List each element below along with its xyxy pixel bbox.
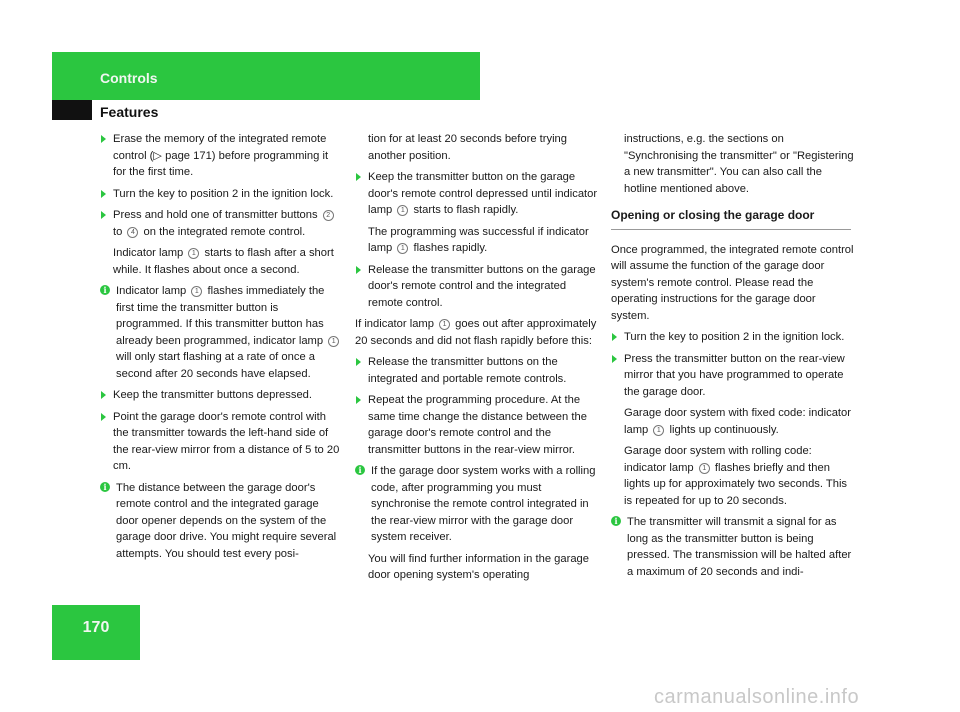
text-column-3: [611, 131, 855, 585]
paragraph: instructions, e.g. the sections on "Synchronising the transmitter" or "Registering a new transmitter". You can also call the hotline mentioned above.: [624, 133, 854, 195]
paragraph: The programming was successful if indicator lamp 1 flashes rapidly.: [368, 225, 589, 254]
bullet-item: Erase the memory of the integrated remote control (▷ page 171) before programming it for the first time.: [100, 131, 344, 181]
watermark: carmanualsonline.info: [654, 686, 860, 708]
info-note: i If the garage door system works with a rolling code, after programming you must synchronise the remote control integrated in the rear-view mirror with the garage door system receiver.: [355, 463, 599, 546]
item-number-marker: 4: [127, 227, 138, 238]
subsection-marker: [52, 100, 92, 120]
info-icon: i: [100, 285, 110, 295]
page-number: 170: [82, 619, 110, 636]
paragraph: If indicator lamp 1 goes out after approximately 20 seconds and did not flash rapidly before this:: [355, 318, 597, 347]
section-title: Controls: [100, 70, 158, 86]
bullet-item: Keep the transmitter button on the garage door's remote control depressed until indicator lamp 1 starts to flash rapidly.: [355, 169, 599, 219]
section-heading: Opening or closing the garage door: [611, 207, 851, 230]
paragraph: You will find further information in the garage door opening system's operating: [368, 552, 589, 581]
info-icon: i: [100, 482, 110, 492]
text-column-2: [355, 131, 599, 589]
item-number-marker: 1: [397, 205, 408, 216]
item-number-marker: 1: [328, 336, 339, 347]
item-number-marker: 1: [699, 463, 710, 474]
bullet-item: Turn the key to position 2 in the ignition lock.: [100, 186, 344, 203]
item-number-marker: 1: [397, 243, 408, 254]
item-number-marker: 1: [188, 248, 199, 259]
bullet-item: Repeat the programming procedure. At the same time change the distance between the garage door's remote control and the transmitter buttons in the rear-view mirror.: [355, 392, 599, 458]
info-note: i The distance between the garage door's remote control and the integrated garage door opener depends on the system of the garage door drive. You might require several attempts. You should test every posi-: [100, 480, 344, 563]
bullet-item: Keep the transmitter buttons depressed.: [100, 387, 344, 404]
item-number-marker: 2: [323, 210, 334, 221]
item-number-marker: 1: [439, 319, 450, 330]
bullet-item: Press and hold one of transmitter buttons 2 to 4 on the integrated remote control.: [100, 207, 344, 240]
bullet-item: Point the garage door's remote control with the transmitter towards the left-hand side of the rear-view mirror from a distance of 5 to 20 cm.: [100, 409, 344, 475]
info-icon: i: [611, 516, 621, 526]
paragraph: Indicator lamp 1 starts to flash after a short while. It flashes about once a second.: [113, 247, 334, 276]
bullet-item: Release the transmitter buttons on the integrated and portable remote controls.: [355, 354, 599, 387]
paragraph: Garage door system with fixed code: indicator lamp 1 lights up continuously.: [624, 407, 851, 436]
paragraph: tion for at least 20 seconds before trying another position.: [368, 133, 568, 162]
info-note: i Indicator lamp 1 flashes immediately the first time the transmitter button is programmed. If this transmitter button has already been programmed, indicator lamp 1 will only start flashing at a rate of once a second after 20 seconds have elapsed.: [100, 283, 344, 382]
info-icon: i: [355, 465, 365, 475]
text-column-1: [100, 131, 344, 567]
bullet-item: Press the transmitter button on the rear-view mirror that you have programmed to operate the garage door.: [611, 351, 855, 401]
paragraph: Once programmed, the integrated remote control will assume the function of the garage door system's remote control. Please read the operating instructions for the garage door system.: [611, 243, 854, 322]
item-number-marker: 1: [653, 425, 664, 436]
bullet-item: Turn the key to position 2 in the ignition lock.: [611, 329, 855, 346]
subsection-title: Features: [100, 104, 159, 120]
info-note: i The transmitter will transmit a signal for as long as the transmitter button is being pressed. The transmission will be halted after a maximum of 20 seconds and indi-: [611, 514, 855, 580]
bullet-item: Release the transmitter buttons on the garage door's remote control and the integrated remote control.: [355, 262, 599, 312]
paragraph: Garage door system with rolling code: indicator lamp 1 flashes briefly and then lights up for approximately two seconds. This is repeated for up to 20 seconds.: [624, 445, 848, 507]
item-number-marker: 1: [191, 286, 202, 297]
